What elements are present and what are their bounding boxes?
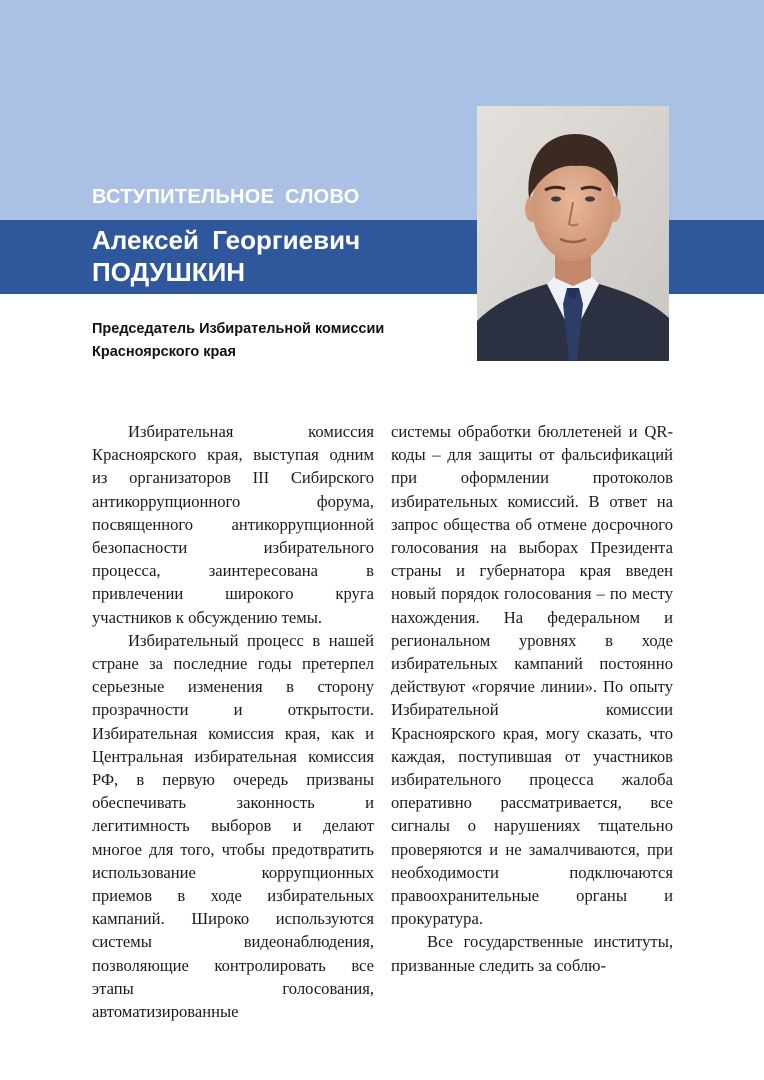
portrait-photo-icon bbox=[477, 106, 669, 361]
article-paragraph: Избирательный процесс в нашей стране за последние годы претерпел серьезные изменения в сторону прозрачности и открытости. Избирательная комиссия края, как и Центральная избирательная комиссия РФ, в первую очередь призваны обеспечивать законность и легитимность выборов и делают многое для того, чтобы предотвратить использование коррупционных приемов в ходе избирательных кампаний. Широко используются системы видеонаблюдения, позволяющие контролировать все этапы голосования, автоматизированные bbox=[92, 630, 374, 1022]
author-last-name: ПОДУШКИН bbox=[92, 257, 246, 287]
author-position-line: Председатель Избирательной комиссии bbox=[92, 321, 385, 337]
article-paragraph: Избирательная комиссия Красноярского края, выступая одним из организаторов III Сибирского антикоррупционного форума, посвященного антикоррупционной безопасности избирательного процесса, заинтересована в привлечении широкого круга участников к обсуждению темы. bbox=[92, 422, 374, 627]
article-paragraph: системы обработки бюллетеней и QR-коды – для защиты от фальсификаций при оформлении протоколов избирательных комиссий. В ответ на запрос общества об отмене досрочного голосования на выборах Президента страны и губернатора края введен новый порядок голосования – по месту нахождения. На федеральном и региональном уровнях в ходе избирательных кампаний постоянно действуют «горячие линии». По опыту Избирательной комиссии Красноярского края, могу сказать, что каждая, поступившая от участников избирательного процесса жалоба оперативно рассматривается, все сигналы о нарушениях тщательно проверяются и не замалчиваются, при необходимости подключаются правоохранительные органы и прокуратура. bbox=[391, 422, 673, 929]
author-photo bbox=[477, 106, 669, 361]
author-first-name: Алексей Георгиевич bbox=[92, 225, 361, 255]
article-paragraph: Все государственные институты, призванные следить за соблю- bbox=[391, 932, 673, 975]
article-right-column bbox=[391, 420, 673, 977]
article-left-column bbox=[92, 420, 374, 1023]
section-label: ВСТУПИТЕЛЬНОЕ СЛОВО bbox=[92, 186, 360, 208]
author-position bbox=[92, 318, 384, 364]
author-position-line: Красноярского края bbox=[92, 344, 236, 360]
